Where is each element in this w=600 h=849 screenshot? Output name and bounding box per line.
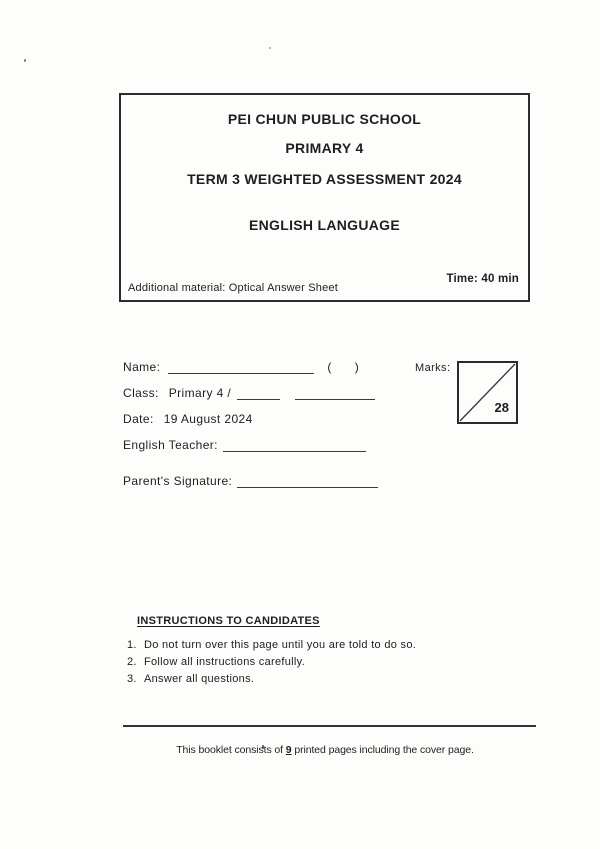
teacher-blank-line xyxy=(223,439,366,452)
class-value: Primary 4 / xyxy=(168,386,232,400)
instruction-item xyxy=(127,656,305,668)
index-paren-close: ) xyxy=(354,360,360,374)
instruction-item xyxy=(127,673,254,685)
additional-material-note: Additional material: Optical Answer Sheet xyxy=(128,282,338,294)
instruction-text: Follow all instructions carefully. xyxy=(144,656,305,668)
time-allowed: Time: 40 min xyxy=(446,273,519,285)
subject-title: ENGLISH LANGUAGE xyxy=(248,217,401,233)
total-marks-value: 28 xyxy=(494,400,509,415)
parent-signature-row xyxy=(123,474,378,488)
class-label: Class: xyxy=(123,386,159,400)
teacher-row xyxy=(123,438,366,452)
date-label: Date: xyxy=(123,412,154,426)
scan-speck xyxy=(269,47,271,49)
parent-signature-label: Parent's Signature: xyxy=(123,474,233,488)
parent-signature-blank-line xyxy=(237,475,378,488)
exam-header-box xyxy=(119,93,530,302)
instructions-heading: INSTRUCTIONS TO CANDIDATES xyxy=(137,615,320,627)
instruction-number: 2. xyxy=(127,656,137,668)
marks-score-box xyxy=(457,361,518,424)
date-row xyxy=(123,412,253,426)
instruction-number: 1. xyxy=(127,639,137,651)
class-row xyxy=(123,386,375,400)
instruction-item xyxy=(127,639,416,651)
instruction-text: Answer all questions. xyxy=(144,673,255,685)
footer-divider-line xyxy=(123,725,536,727)
name-label: Name: xyxy=(123,360,161,374)
instruction-text: Do not turn over this page until you are told to do so. xyxy=(144,639,417,651)
name-blank-line xyxy=(168,361,314,374)
assessment-title: TERM 3 WEIGHTED ASSESSMENT 2024 xyxy=(187,171,462,187)
name-row xyxy=(123,360,359,374)
school-name: PEI CHUN PUBLIC SCHOOL xyxy=(227,111,422,127)
index-paren-open: ( xyxy=(327,360,332,374)
class-extra-blank-line xyxy=(295,387,375,400)
instruction-number: 3. xyxy=(127,673,137,685)
teacher-label: English Teacher: xyxy=(123,438,218,452)
booklet-note-prefix: This booklet consists of xyxy=(176,744,286,756)
booklet-page-count: 9 xyxy=(285,744,292,756)
level-title: PRIMARY 4 xyxy=(285,140,364,156)
booklet-page-note xyxy=(109,744,541,756)
booklet-note-suffix: printed pages including the cover page. xyxy=(291,744,474,756)
scan-speck xyxy=(24,59,26,62)
marks-label: Marks: xyxy=(415,362,451,374)
class-number-blank-line xyxy=(237,387,280,400)
date-value: 19 August 2024 xyxy=(163,412,253,426)
